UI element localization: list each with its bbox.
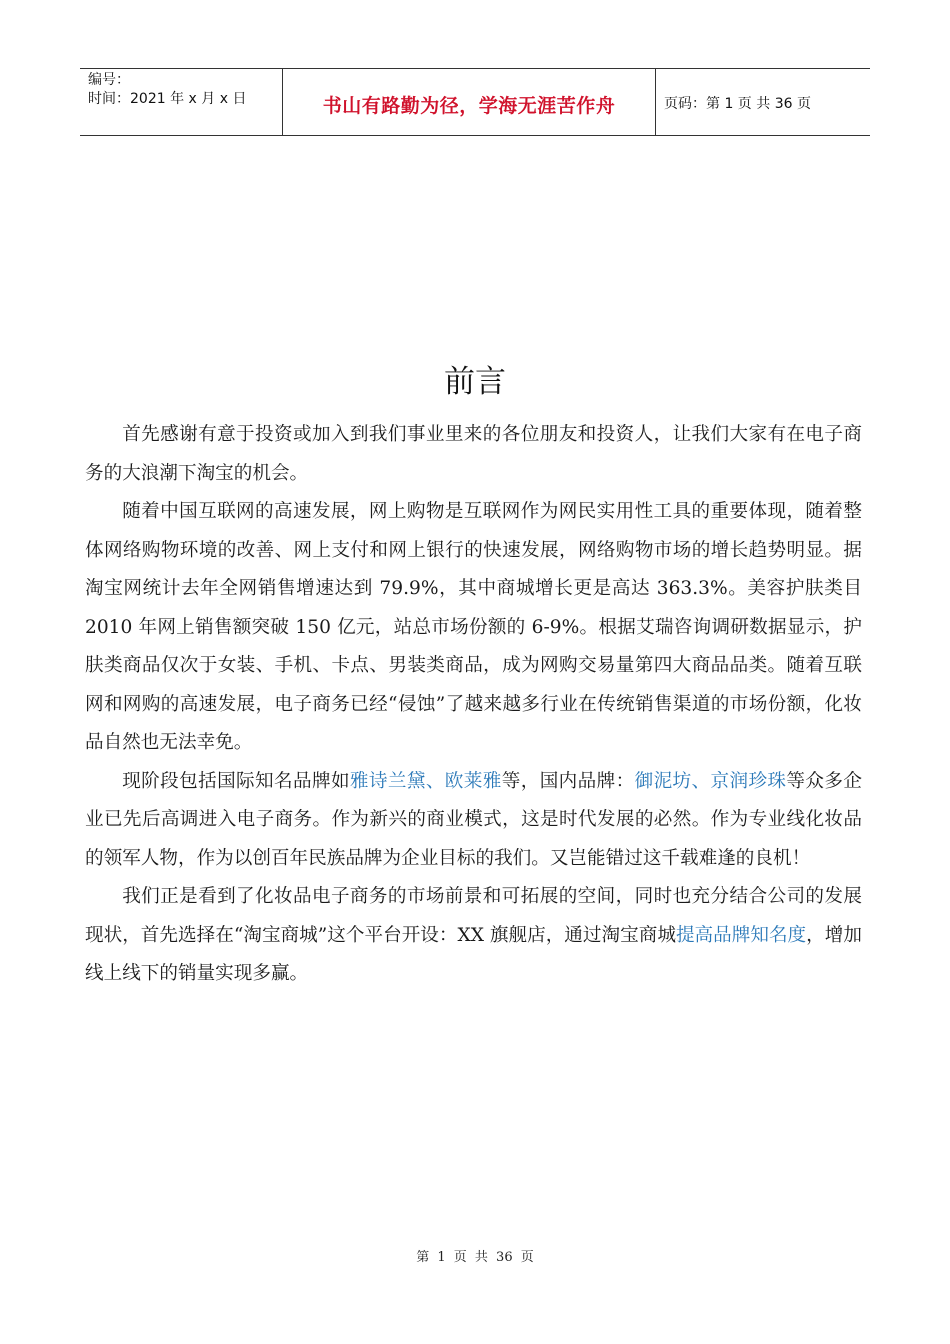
brand-link-international[interactable]: 雅诗兰黛、欧莱雅	[349, 770, 502, 792]
number-label: 编号：	[88, 72, 130, 88]
document-header	[80, 68, 870, 136]
header-motto: 书山有路勤为径，学海无涯苦作舟	[282, 69, 656, 135]
brand-awareness-link[interactable]: 提高品牌知名度	[675, 924, 807, 946]
time-label: 时间：2021 年 x 月 x 日	[88, 91, 247, 107]
paragraph-text: 我们正是看到了化妆品电子商务的市场前景和可拓展的空间，同时也充分结合公司的发展现状，首先选择在“淘宝商城”这个平台开设：XX 旗舰店，通过淘宝商城	[85, 886, 862, 946]
header-meta	[80, 69, 282, 135]
brand-link-domestic[interactable]: 御泥坊、京润珍珠	[634, 770, 787, 792]
paragraph-strategy	[85, 878, 862, 994]
page-footer: 第 1 页 共 36 页	[416, 1250, 534, 1265]
paragraph-text: 等，国内品牌：	[501, 770, 635, 792]
paragraph-intro: 首先感谢有意于投资或加入到我们事业里来的各位朋友和投资人，让我们大家有在电子商务的大浪潮下淘宝的机会。	[85, 424, 862, 484]
header-page-info: 页码：第 1 页 共 36 页	[664, 96, 811, 112]
document-body	[85, 416, 862, 994]
page-title: 前言	[444, 364, 506, 400]
paragraph-text: 现阶段包括国际知名品牌如	[122, 770, 350, 792]
paragraph-text: ，增加线上线下的销量实现多赢。	[85, 924, 862, 984]
paragraph-market: 随着中国互联网的高速发展，网上购物是互联网作为网民实用性工具的重要体现，随着整体网络购物环境的改善、网上支付和网上银行的快速发展，网络购物市场的增长趋势明显。据淘宝网统计去年全网销售增速达到 79.9%，其中商城增长更是高达 363.3%。美容护肤类目 2010 年网上销售额突破 150 亿元，站总市场份额的 6-9%。根据艾瑞咨询调研数据显示，护肤类商品仅次于女装、手机、卡点、男装类商品，成为网购交易量第四大商品品类。随着互联网和网购的高速发展，电子商务已经“侵蚀”了越来越多行业在传统销售渠道的市场份额，化妆品自然也无法幸免。	[85, 501, 862, 753]
paragraph-brands	[85, 763, 862, 879]
paragraph-text: 等众多企业已先后高调进入电子商务。作为新兴的商业模式，这是时代发展的必然。作为专业线化妆品的领军人物，作为以创百年民族品牌为企业目标的我们。又岂能错过这千载难逢的良机！	[85, 770, 862, 869]
